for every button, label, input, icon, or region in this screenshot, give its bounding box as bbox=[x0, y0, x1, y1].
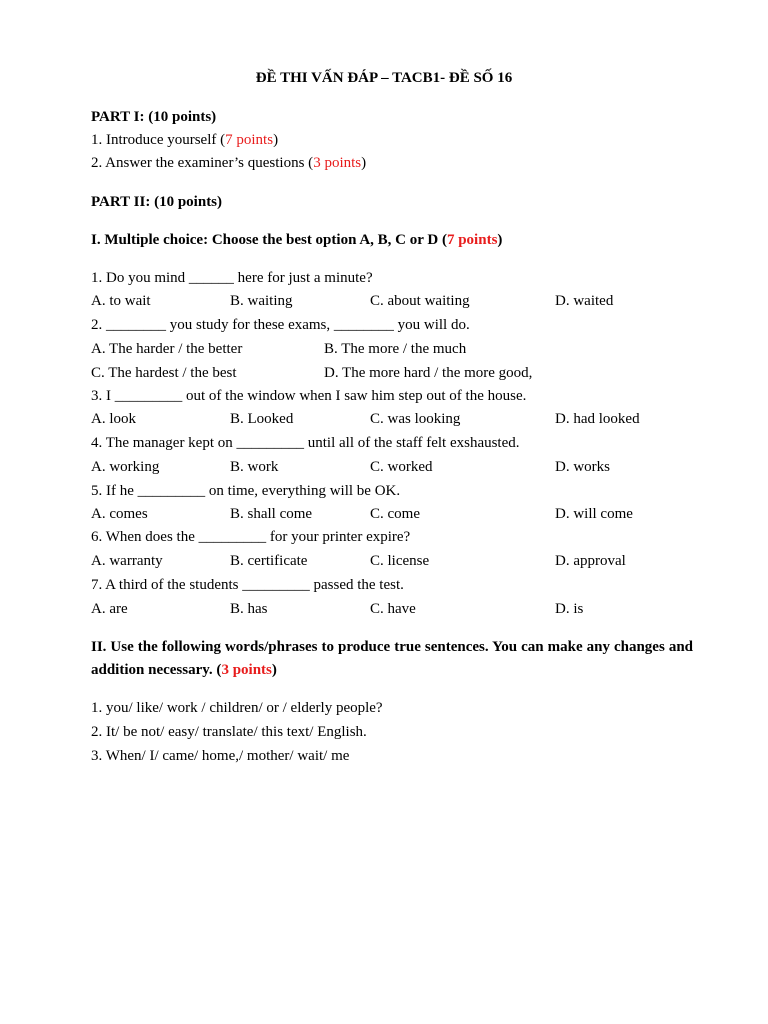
option-b: B. Looked bbox=[230, 411, 294, 427]
question-1: 1. Do you mind ______ here for just a minute? bbox=[91, 270, 373, 286]
part1-item-2-close: ) bbox=[361, 155, 367, 171]
sentence-item-3: 3. When/ I/ came/ home,/ mother/ wait/ me bbox=[91, 748, 350, 764]
section1-heading-text: I. Multiple choice: Choose the best option A, B, C or D ( bbox=[91, 232, 447, 248]
part1-item-2-points: 3 points bbox=[313, 155, 362, 171]
option-c: C. was looking bbox=[370, 411, 461, 427]
part1-item-2-text: 2. Answer the examiner’s questions ( bbox=[91, 155, 314, 171]
option-c: C. worked bbox=[370, 459, 433, 475]
section2-heading bbox=[91, 636, 693, 682]
option-c: C. have bbox=[370, 601, 416, 617]
question-6-options bbox=[0, 551, 768, 571]
option-c: C. come bbox=[370, 506, 420, 522]
question-3: 3. I _________ out of the window when I saw him step out of the house. bbox=[91, 388, 527, 404]
exam-title: ĐỀ THI VẤN ĐÁP – TACB1- ĐỀ SỐ 16 bbox=[255, 70, 513, 86]
option-a: A. comes bbox=[91, 506, 148, 522]
option-c: C. license bbox=[370, 553, 430, 569]
question-2-options-row2 bbox=[0, 363, 768, 383]
question-1-options bbox=[0, 291, 768, 311]
part2-heading: PART II: (10 points) bbox=[91, 194, 223, 210]
question-2-options-row1 bbox=[0, 339, 768, 359]
section1-heading bbox=[91, 230, 502, 250]
option-d: D. waited bbox=[555, 293, 614, 309]
part1-item-1 bbox=[91, 130, 278, 150]
part1-heading: PART I: (10 points) bbox=[91, 109, 217, 125]
section2-points: 3 points bbox=[221, 662, 272, 678]
option-a: A. working bbox=[91, 459, 160, 475]
option-a: A. to wait bbox=[91, 293, 151, 309]
option-a: A. warranty bbox=[91, 553, 163, 569]
section1-points: 7 points bbox=[446, 232, 498, 248]
section1-heading-close: ) bbox=[497, 232, 503, 248]
question-2: 2. ________ you study for these exams, ________ you will do. bbox=[91, 317, 470, 333]
section2-heading-text: II. Use the following words/phrases to produce true sentences. You can make any changes and addition necessary. ( bbox=[91, 639, 693, 678]
question-4-options bbox=[0, 457, 768, 477]
question-4: 4. The manager kept on _________ until all of the staff felt exshausted. bbox=[91, 435, 520, 451]
option-b: B. certificate bbox=[230, 553, 308, 569]
option-b: B. shall come bbox=[230, 506, 313, 522]
option-c: C. about waiting bbox=[370, 293, 470, 309]
option-d: D. had looked bbox=[555, 411, 640, 427]
section2-heading-close: ) bbox=[271, 662, 277, 678]
option-b: B. work bbox=[230, 459, 279, 475]
question-5-options bbox=[0, 504, 768, 524]
option-d: D. works bbox=[555, 459, 610, 475]
sentence-item-1: 1. you/ like/ work / children/ or / elderly people? bbox=[91, 700, 383, 716]
option-b: B. The more / the much bbox=[324, 341, 467, 357]
option-c: C. The hardest / the best bbox=[91, 365, 237, 381]
question-6: 6. When does the _________ for your printer expire? bbox=[91, 529, 411, 545]
option-a: A. are bbox=[91, 601, 128, 617]
question-7: 7. A third of the students _________ passed the test. bbox=[91, 577, 404, 593]
option-a: A. The harder / the better bbox=[91, 341, 243, 357]
part1-item-1-points: 7 points bbox=[225, 132, 274, 148]
option-d: D. approval bbox=[555, 553, 626, 569]
question-7-options bbox=[0, 599, 768, 619]
part1-item-2 bbox=[91, 153, 366, 173]
option-d: D. The more hard / the more good, bbox=[324, 365, 533, 381]
part1-item-1-text: 1. Introduce yourself ( bbox=[91, 132, 226, 148]
option-d: D. will come bbox=[555, 506, 633, 522]
part1-item-1-close: ) bbox=[273, 132, 279, 148]
sentence-item-2: 2. It/ be not/ easy/ translate/ this text/ English. bbox=[91, 724, 367, 740]
question-3-options bbox=[0, 409, 768, 429]
option-d: D. is bbox=[555, 601, 584, 617]
option-b: B. has bbox=[230, 601, 268, 617]
option-b: B. waiting bbox=[230, 293, 293, 309]
question-5: 5. If he _________ on time, everything will be OK. bbox=[91, 483, 401, 499]
option-a: A. look bbox=[91, 411, 136, 427]
